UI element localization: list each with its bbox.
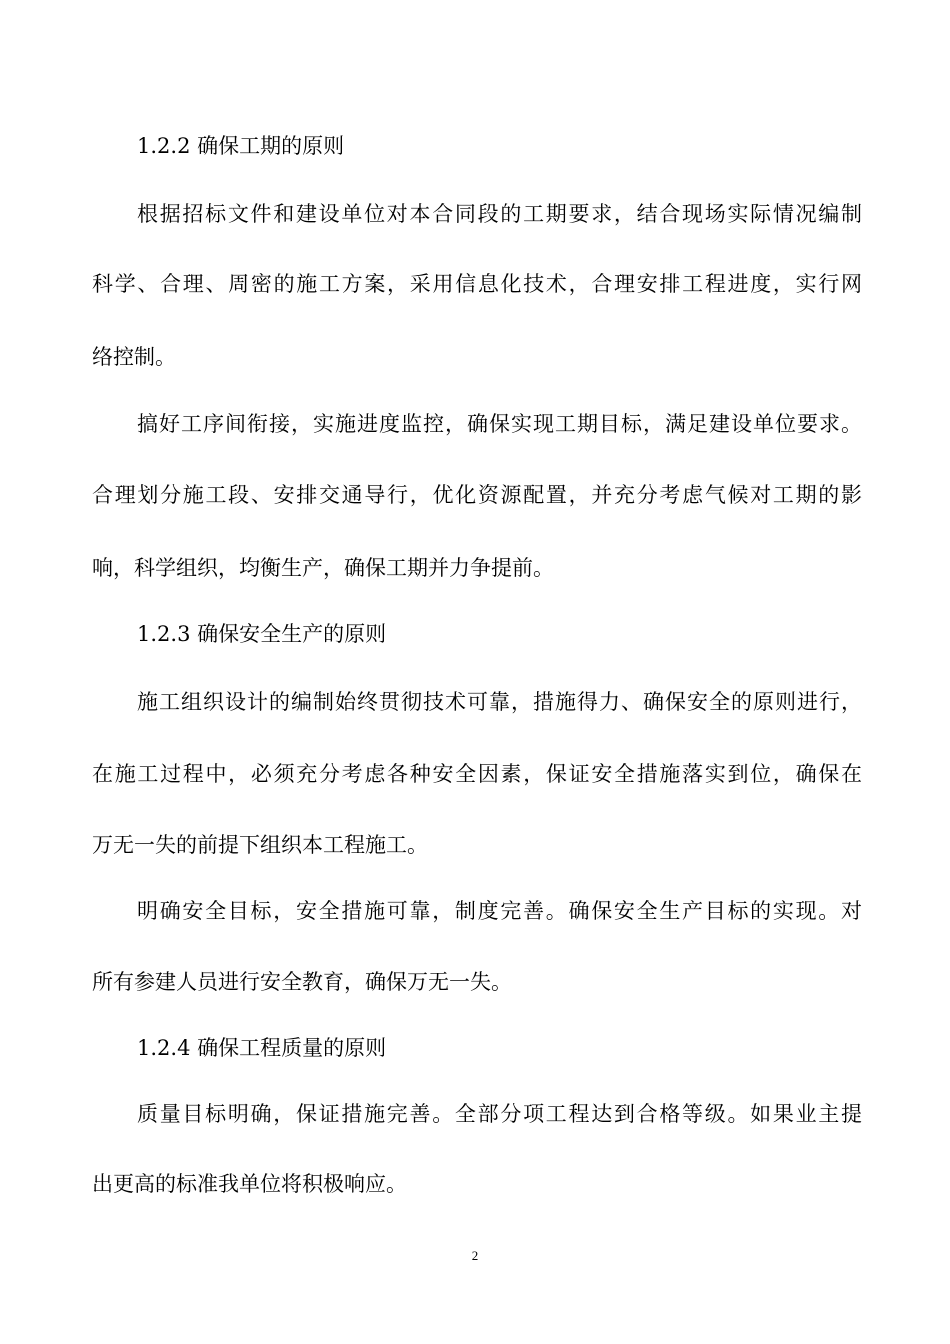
paragraph-line: 施工组织设计的编制始终贯彻技术可靠，措施得力、确保安全的原则进行， bbox=[137, 690, 862, 714]
paragraph-line: 质量目标明确，保证措施完善。全部分项工程达到合格等级。如果业主提 bbox=[137, 1102, 862, 1126]
section-heading-1-2-2: 1.2.2 确保工期的原则 bbox=[137, 134, 345, 158]
paragraph-line: 万无一失的前提下组织本工程施工。 bbox=[92, 833, 428, 857]
page-number: 2 bbox=[471, 1248, 479, 1263]
paragraph-line: 响，科学组织，均衡生产，确保工期并力争提前。 bbox=[92, 556, 554, 580]
paragraph-line: 络控制。 bbox=[92, 345, 176, 369]
section-heading-1-2-3: 1.2.3 确保安全生产的原则 bbox=[137, 622, 387, 646]
section-heading-1-2-4: 1.2.4 确保工程质量的原则 bbox=[137, 1036, 387, 1060]
paragraph-line: 出更高的标准我单位将积极响应。 bbox=[92, 1172, 407, 1196]
paragraph-line: 明确安全目标，安全措施可靠，制度完善。确保安全生产目标的实现。对 bbox=[137, 899, 862, 923]
paragraph-line: 科学、合理、周密的施工方案，采用信息化技术，合理安排工程进度，实行网 bbox=[92, 272, 862, 296]
paragraph-line: 搞好工序间衔接，实施进度监控，确保实现工期目标，满足建设单位要求。 bbox=[137, 412, 862, 436]
paragraph-line: 根据招标文件和建设单位对本合同段的工期要求，结合现场实际情况编制 bbox=[137, 202, 862, 226]
paragraph-line: 合理划分施工段、安排交通导行，优化资源配置，并充分考虑气候对工期的影 bbox=[92, 483, 862, 507]
paragraph-line: 所有参建人员进行安全教育，确保万无一失。 bbox=[92, 970, 512, 994]
paragraph-line: 在施工过程中，必须充分考虑各种安全因素，保证安全措施落实到位，确保在 bbox=[92, 762, 862, 786]
